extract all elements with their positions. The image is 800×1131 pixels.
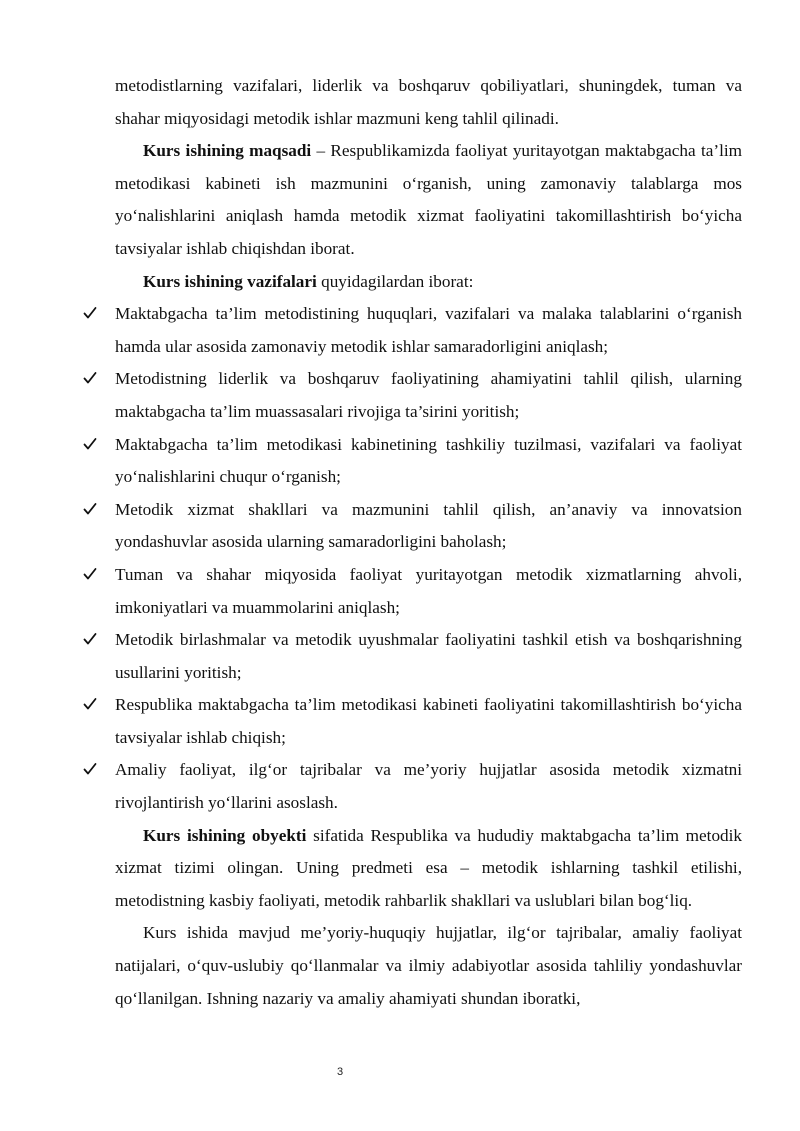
list-item [115, 624, 742, 689]
goal-paragraph [115, 135, 742, 265]
tasks-intro-paragraph [115, 266, 742, 299]
list-item [115, 298, 742, 363]
goal-text: – Respublikamizda faoliyat yuritayotgan maktabgacha ta’lim metodikasi kabineti ish mazmunini o‘rganish, uning zamonaviy talablarga mos yo‘nalishlarini aniqlash hamda metodik xizmat faoliyatini takomillashtirish bo‘yicha tavsiyalar ishlab chiqishdan iborat. [115, 141, 742, 258]
method-paragraph: Kurs ishida mavjud me’yoriy-huquqiy hujjatlar, ilg‘or tajribalar, amaliy faoliyat natijalari, o‘quv-uslubiy qo‘llanmalar va ilmiy adabiyotlar asosida tahliliy yondashuvlar qo‘llanilgan. Ishning nazariy va amaliy ahamiyati shundan iboratki, [115, 923, 742, 1008]
goal-heading: Kurs ishining maqsadi [143, 141, 312, 161]
checkmark-icon [83, 298, 103, 330]
list-item [115, 559, 742, 624]
object-paragraph [115, 820, 742, 918]
task-text: Metodik birlashmalar va metodik uyushmalar faoliyatini tashkil etish va boshqarishning usullarini yoritish; [115, 630, 742, 682]
checkmark-icon [83, 363, 103, 395]
task-text: Respublika maktabgacha ta’lim metodikasi kabineti faoliyatini takomillashtirish bo‘yicha tavsiyalar ishlab chiqish; [115, 695, 742, 747]
checkmark-icon [83, 429, 103, 461]
tasks-list [115, 298, 742, 820]
tasks-heading: Kurs ishining vazifalari [143, 271, 317, 291]
object-heading: Kurs ishining obyekti [143, 825, 307, 845]
task-text: Amaliy faoliyat, ilg‘or tajribalar va me’yoriy hujjatlar asosida metodik xizmatni rivojlantirish yo‘llarini asoslash. [115, 760, 742, 813]
intro-paragraph: metodistlarning vazifalari, liderlik va boshqaruv qobiliyatlari, shuningdek, tuman va shahar miqyosidagi metodik ishlar mazmuni keng tahlil qilinadi. [115, 76, 742, 128]
checkmark-icon [83, 494, 103, 526]
list-item [115, 689, 742, 754]
task-text: Tuman va shahar miqyosida faoliyat yuritayotgan metodik xizmatlarning ahvoli, imkoniyatlari va muammolarini aniqlash; [115, 564, 742, 617]
checkmark-icon [83, 559, 103, 591]
task-text: Metodik xizmat shakllari va mazmunini tahlil qilish, an’anaviy va innovatsion yondashuvlar asosida ularning samaradorligini baholash; [115, 499, 742, 552]
list-item [115, 363, 742, 428]
list-item [115, 429, 742, 494]
task-text: Metodistning liderlik va boshqaruv faoliyatining ahamiyatini tahlil qilish, ularning maktabgacha ta’lim muassasalari rivojiga ta’sirini yoritish; [115, 369, 742, 421]
object-text: sifatida Respublika va hududiy maktabgacha ta’lim metodik xizmat tizimi olingan. Uning predmeti esa – metodik ishlarning tashkil etilishi, metodistning kasbiy faoliyati, metodik rahbarlik shakllari va uslublari bilan bog‘liq. [115, 825, 743, 910]
list-item [115, 494, 742, 559]
checkmark-icon [83, 689, 103, 721]
document-page [115, 70, 742, 1015]
tasks-intro-text: quyidagilardan iborat: [316, 271, 474, 291]
page-number: 3 [336, 1066, 344, 1078]
list-item [115, 754, 742, 819]
checkmark-icon [83, 624, 103, 656]
task-text: Maktabgacha ta’lim metodistining huquqlari, vazifalari va malaka talablarini o‘rganish hamda ular asosida zamonaviy metodik ishlar samaradorligini aniqlash; [115, 304, 742, 356]
checkmark-icon [83, 754, 103, 786]
task-text: Maktabgacha ta’lim metodikasi kabinetining tashkiliy tuzilmasi, vazifalari va faoliyat yo‘nalishlarini chuqur o‘rganish; [115, 434, 742, 487]
